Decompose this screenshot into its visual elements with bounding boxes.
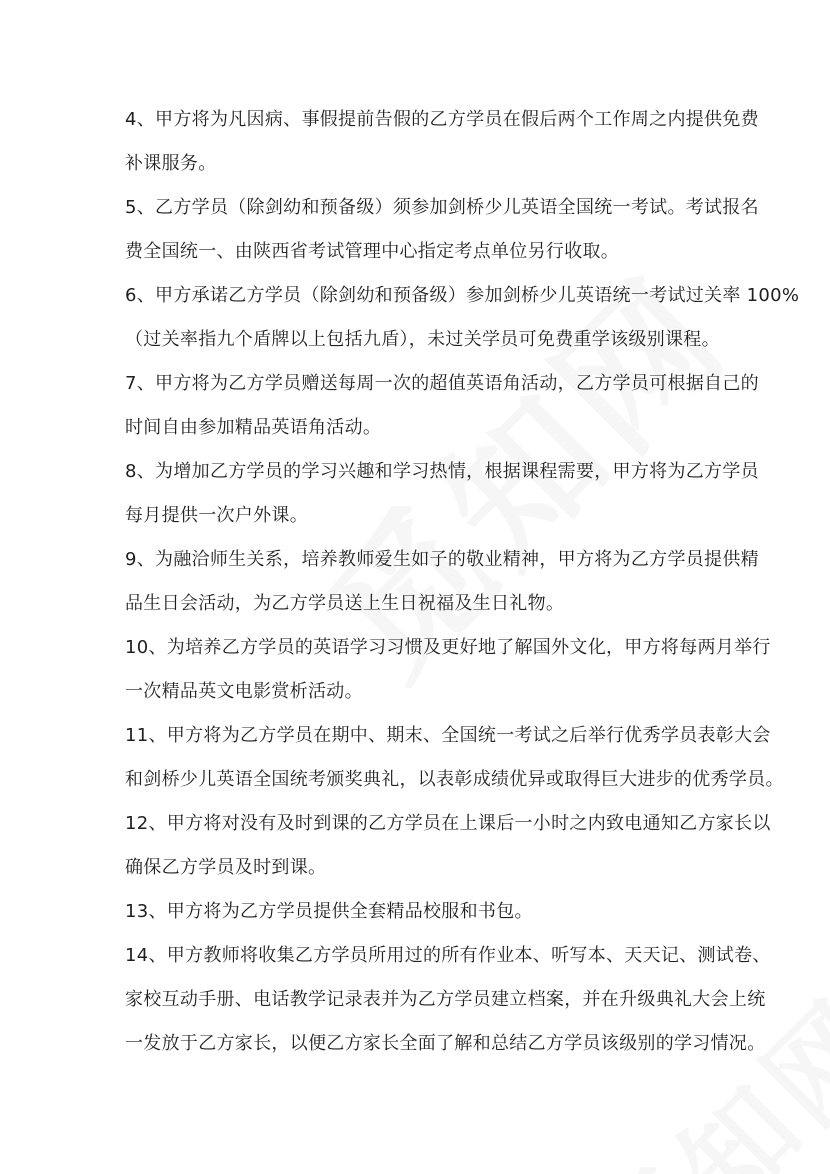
clause-7 [125, 362, 759, 450]
clause-line: 8、为增加乙方学员的学习兴趣和学习热情，根据课程需要，甲方将为乙方学员 [125, 461, 759, 482]
clause-line: 14、甲方教师将收集乙方学员所用过的所有作业本、听写本、天天记、测试卷、 [125, 945, 771, 966]
clause-line: 12、甲方将对没有及时到课的乙方学员在上课后一小时之内致电通知乙方家长以 [125, 813, 771, 834]
clause-line: 品生日会活动，为乙方学员送上生日祝福及生日礼物。 [125, 593, 565, 614]
contract-clauses [125, 98, 800, 1066]
clause-5 [125, 186, 759, 274]
clause-line: 每月提供一次户外课。 [125, 505, 308, 526]
clause-line: 一发放于乙方家长，以便乙方家长全面了解和总结乙方学员该级别的学习情况。 [125, 1033, 766, 1054]
clause-12 [125, 802, 771, 890]
clause-4 [125, 98, 759, 186]
clause-line: 和剑桥少儿英语全国统考颁奖典礼，以表彰成绩优异或取得巨大进步的优秀学员。 [125, 769, 784, 790]
clause-line: 5、乙方学员（除剑幼和预备级）须参加剑桥少儿英语全国统一考试。考试报名 [125, 197, 759, 218]
clause-line: 7、甲方将为乙方学员赠送每周一次的超值英语角活动，乙方学员可根据自己的 [125, 373, 759, 394]
clause-line: 一次精品英文电影赏析活动。 [125, 681, 363, 702]
clause-line: 9、为融洽师生关系，培养教师爱生如子的敬业精神，甲方将为乙方学员提供精 [125, 549, 759, 570]
clause-line: 确保乙方学员及时到课。 [125, 857, 327, 878]
clause-9 [125, 538, 759, 626]
clause-line: 补课服务。 [125, 153, 217, 174]
clause-14 [125, 934, 771, 1066]
clause-line: 10、为培养乙方学员的英语学习习惯及更好地了解国外文化，甲方将每两月举行 [125, 637, 771, 658]
clause-13 [125, 890, 725, 934]
clause-8 [125, 450, 759, 538]
clause-line: 13、甲方将为乙方学员提供全套精品校服和书包。 [125, 901, 533, 922]
clause-line: 费全国统一、由陕西省考试管理中心指定考点单位另行收取。 [125, 241, 620, 262]
clause-6 [125, 274, 800, 362]
clause-line: 6、甲方承诺乙方学员（除剑幼和预备级）参加剑桥少儿英语统一考试过关率 100% [125, 285, 800, 306]
clause-10 [125, 626, 771, 714]
clause-line: 4、甲方将为凡因病、事假提前告假的乙方学员在假后两个工作周之内提供免费 [125, 109, 759, 130]
clause-line: 家校互动手册、电话教学记录表并为乙方学员建立档案，并在升级典礼大会上统 [125, 989, 766, 1010]
clause-line: （过关率指九个盾牌以上包括九盾），未过关学员可免费重学该级别课程。 [125, 329, 720, 350]
clause-11 [125, 714, 784, 802]
clause-line: 11、甲方将为乙方学员在期中、期末、全国统一考试之后举行优秀学员表彰大会 [125, 725, 771, 746]
clause-line: 时间自由参加精品英语角活动。 [125, 417, 382, 438]
